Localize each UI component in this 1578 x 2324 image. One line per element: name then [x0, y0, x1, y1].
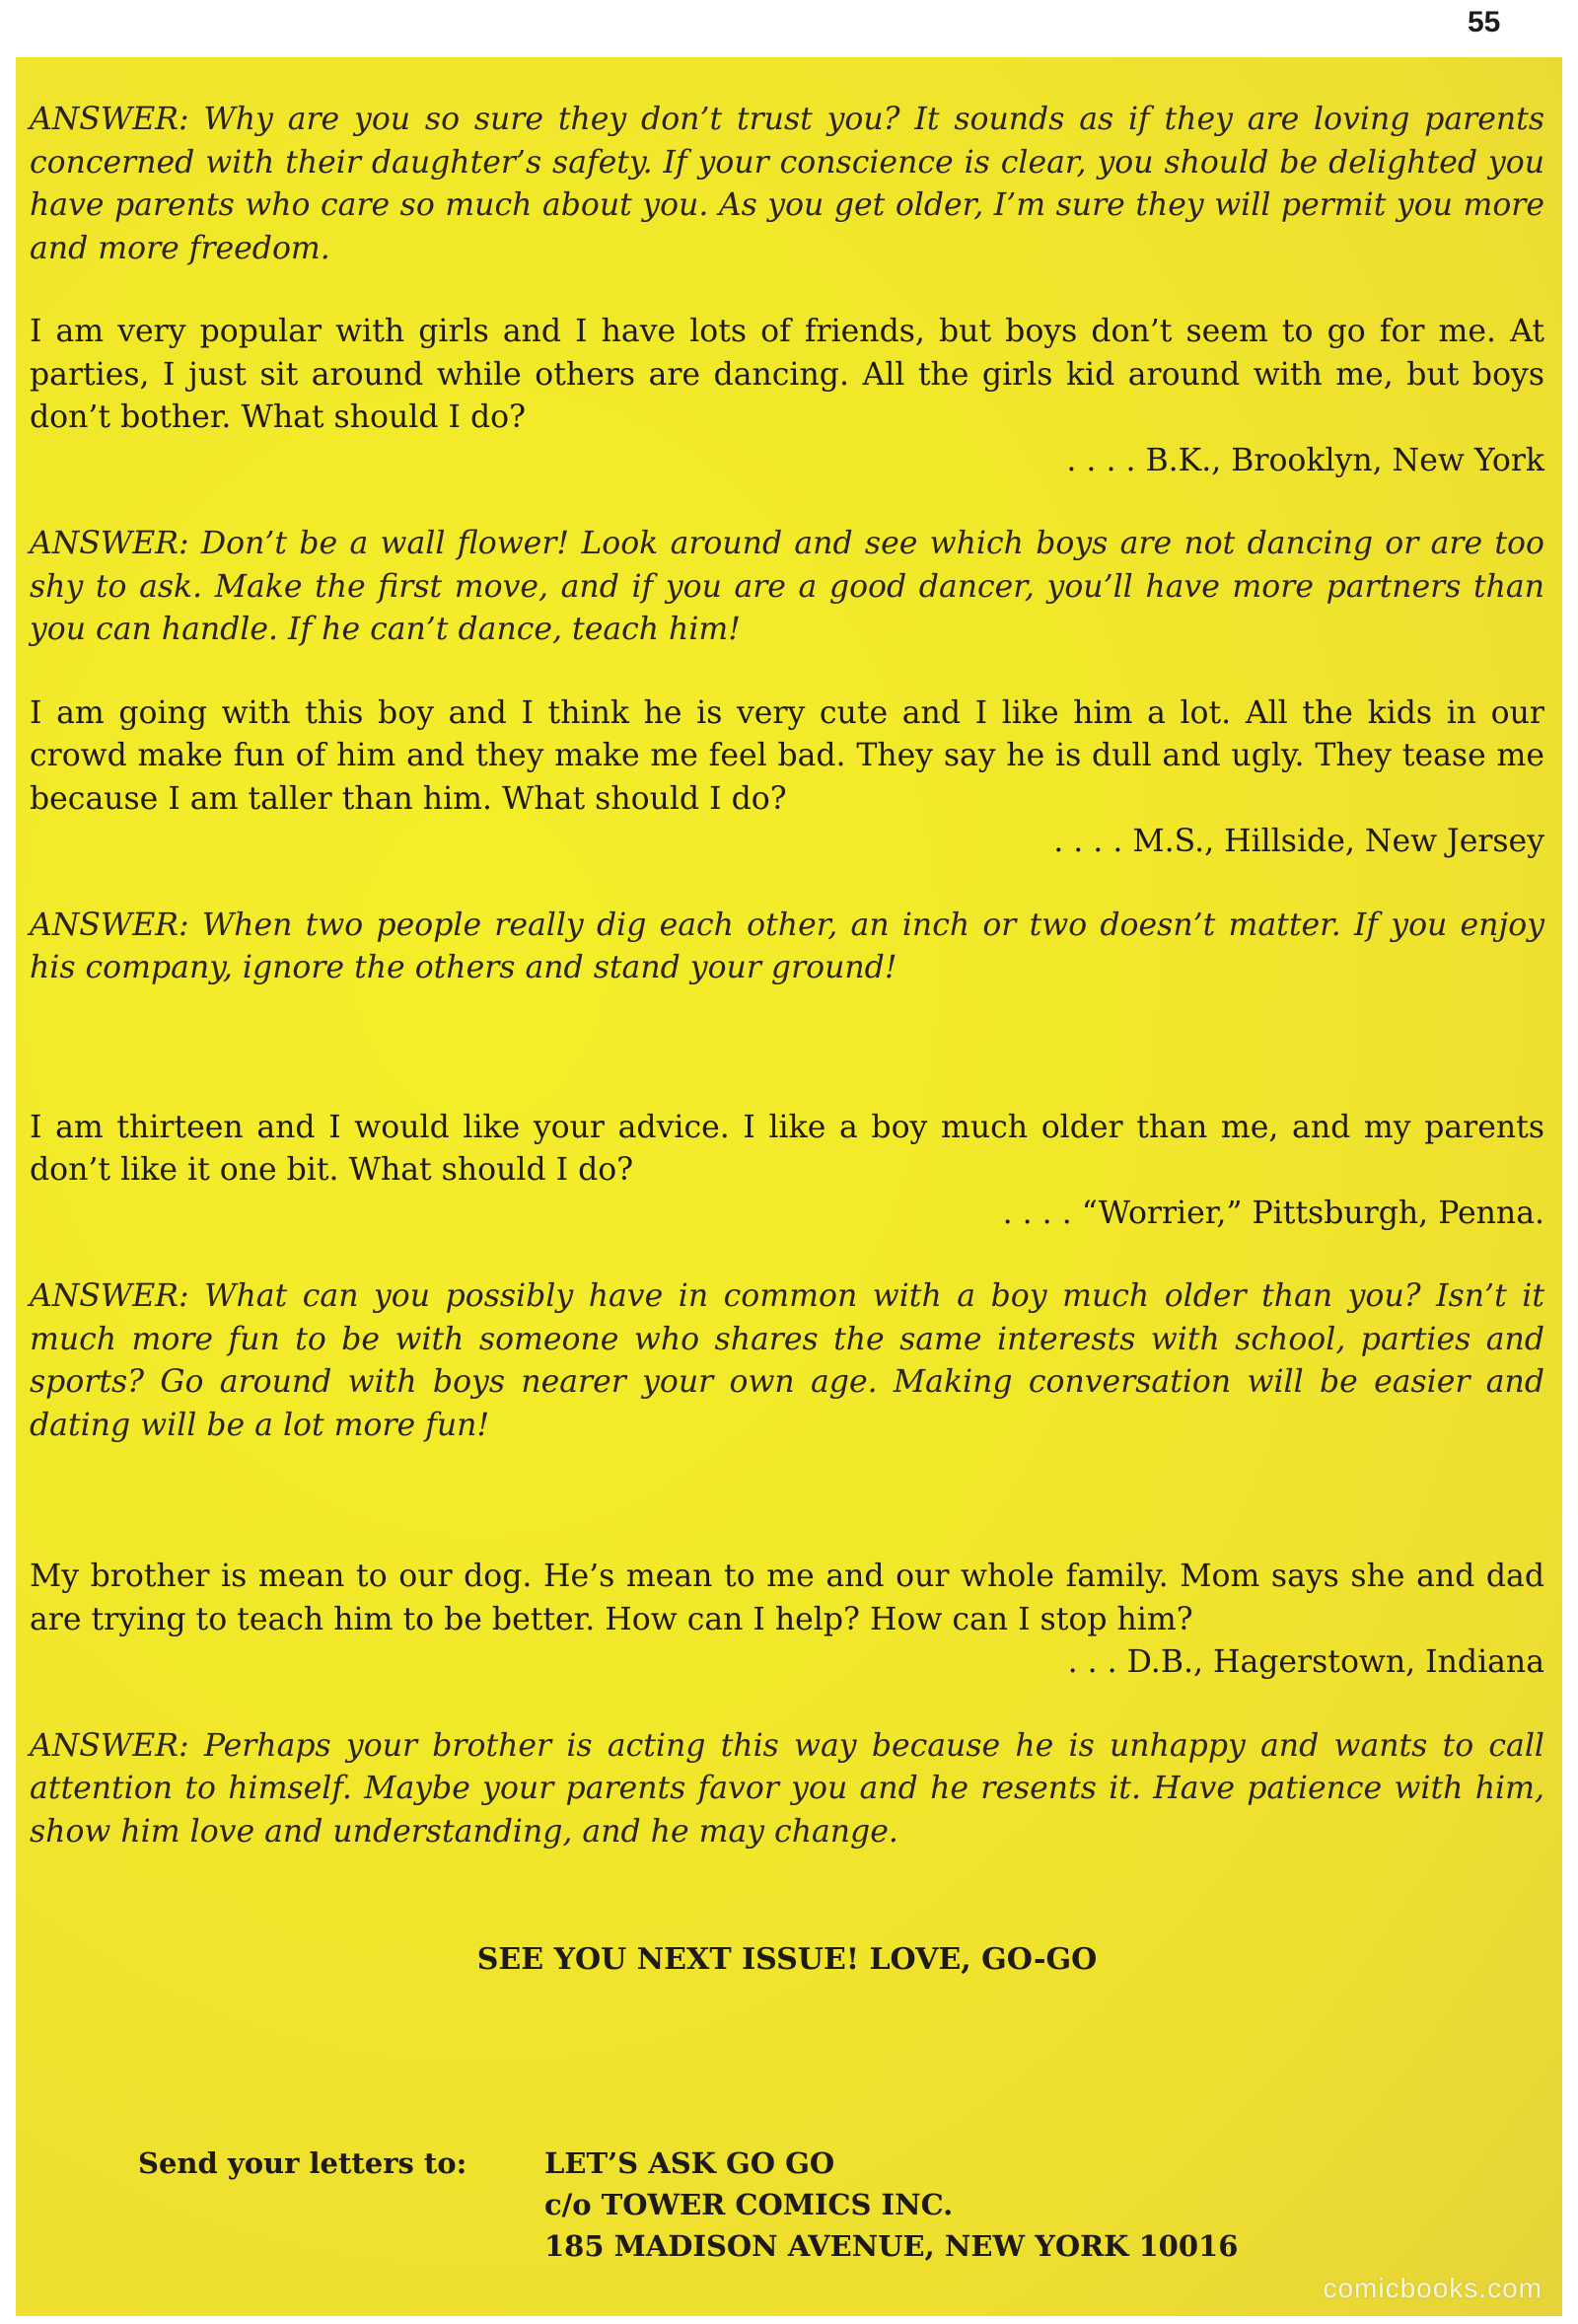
address-label: Send your letters to:: [138, 2146, 467, 2180]
answer-1: ANSWER: Why are you so sure they don’t trust you? It sounds as if they are loving parents concerned with their daughter’s safety. If your conscience is clear, you should be delighted you have parents who care so much about you. As you get older, I’m sure they will permit you more and more freedom.: [30, 102, 1544, 266]
signature-5: . . . D.B., Hagerstown, Indiana: [1067, 1644, 1544, 1680]
letter-4: I am thirteen and I would like your advice. I like a boy much older than me, and my parents don’t like it one bit. What should I do?: [30, 1109, 1544, 1188]
signature-2: . . . . B.K., Brooklyn, New York: [1066, 442, 1544, 478]
closing-line: SEE YOU NEXT ISSUE! LOVE, GO-GO: [476, 1942, 1098, 1977]
address-lines: [544, 2142, 1238, 2267]
answer-3: ANSWER: When two people really dig each other, an inch or two doesn’t matter. If you enjoy his company, ignore the others and stand your ground!: [30, 907, 1544, 985]
answer-4: ANSWER: What can you possibly have in common with a boy much older than you? Isn’t it much more fun to be with someone who shares the same interests with school, parties and sports? Go around with boys nearer your own age. Making conversation will be easier and dating will be a lot more fun!: [30, 1278, 1544, 1443]
letter-2: I am very popular with girls and I have lots of friends, but boys don’t seem to go for me. At parties, I just sit around while others are dancing. All the girls kid around with me, but boys don’t bother. What should I do?: [30, 314, 1544, 435]
advice-column-panel: [16, 57, 1562, 2316]
letter-3: I am going with this boy and I think he is very cute and I like him a lot. All the kids in our crowd make fun of him and they make me feel bad. They say he is dull and ugly. They tease me because I am taller than him. What should I do?: [30, 694, 1544, 817]
signature-3: . . . . M.S., Hillside, New Jersey: [1053, 824, 1544, 859]
signature-4: . . . . “Worrier,” Pittsburgh, Penna.: [1002, 1195, 1544, 1231]
watermark-logo: comicbooks.com: [1323, 2273, 1542, 2303]
answer-5: ANSWER: Perhaps your brother is acting this way because he is unhappy and wants to call attention to himself. Maybe your parents favor you and he resents it. Have patience with him, show him love and understanding, and he may change.: [30, 1727, 1544, 1850]
page-number: 55: [1468, 6, 1501, 38]
address-line-2: c/o TOWER COMICS INC.: [544, 2188, 954, 2221]
letter-5: My brother is mean to our dog. He’s mean to me and our whole family. Mom says she and dad are trying to teach him to be better. How can I help? How can I stop him?: [30, 1559, 1544, 1637]
answer-2: ANSWER: Don’t be a wall flower! Look around and see which boys are not dancing or are too shy to ask. Make the first move, and if you are a good dancer, you’ll have more partners than you can handle. If he can’t dance, teach him!: [30, 526, 1544, 647]
address-line-1: LET’S ASK GO GO: [544, 2146, 835, 2180]
address-line-3: 185 MADISON AVENUE, NEW YORK 10016: [544, 2229, 1239, 2263]
